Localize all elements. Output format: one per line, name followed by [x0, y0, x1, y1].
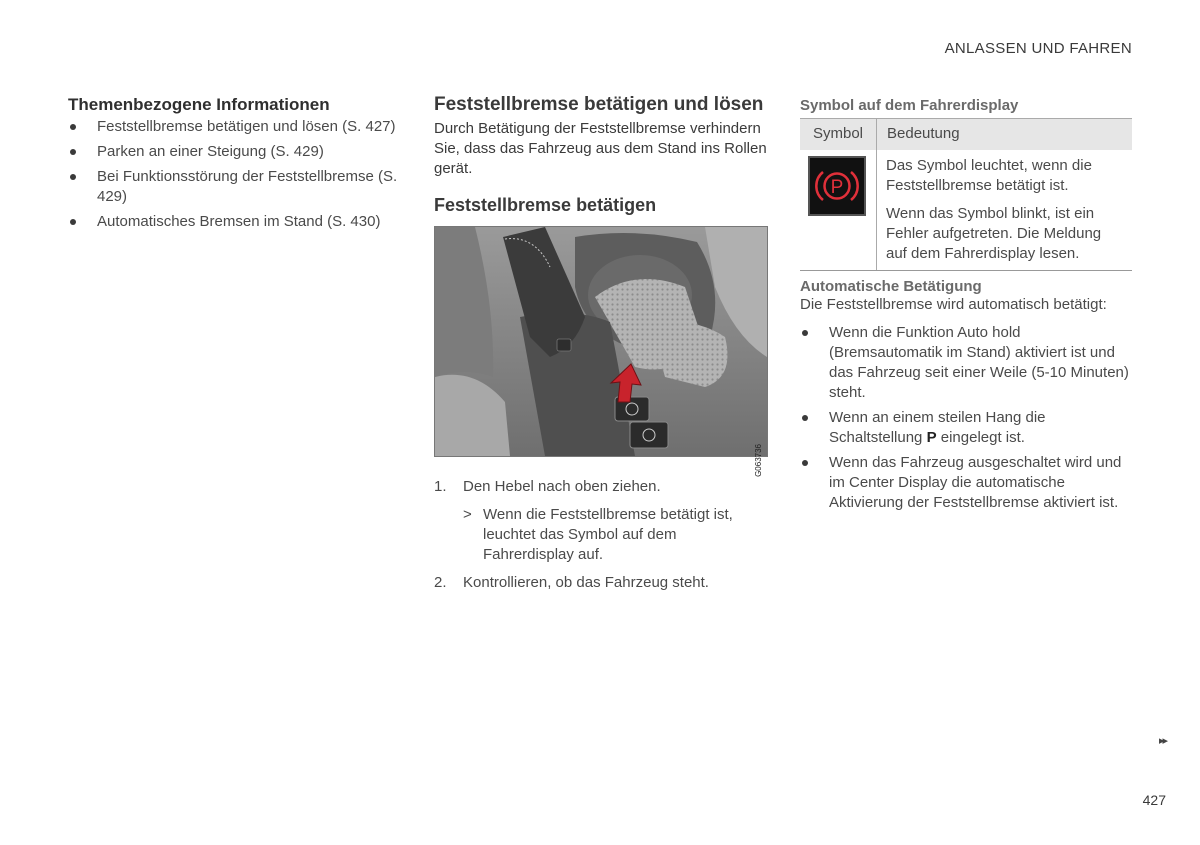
step-item [434, 477, 768, 565]
main-column [434, 95, 768, 593]
table-row [800, 150, 1132, 271]
section-header: ANLASSEN UND FAHREN [944, 40, 1132, 57]
related-link[interactable]: Feststellbremse betätigen und lösen (S. 427) [68, 117, 398, 137]
automatic-title: Automatische Betätigung [800, 278, 982, 295]
symbol-column [800, 97, 1132, 518]
automatic-item [800, 408, 1132, 448]
result-text: Wenn die Feststellbremse betätigt ist, leuchtet das Symbol auf dem Fahrerdisplay auf. [483, 506, 733, 563]
gear-position-p: P [926, 429, 937, 446]
step-item [434, 573, 768, 593]
parking-brake-warning-icon [808, 156, 866, 216]
col-header-symbol: Symbol [800, 119, 877, 151]
image-code: G063736 [754, 444, 763, 477]
automatic-list [800, 323, 1132, 513]
col-header-meaning: Bedeutung [877, 119, 1133, 151]
related-info-list [68, 117, 398, 232]
parking-brake-photo [434, 226, 768, 477]
step-list [434, 477, 768, 593]
main-title: Feststellbremse betätigen und lösen [434, 94, 764, 115]
automatic-intro: Die Feststellbremse wird automatisch betätigt: [800, 296, 1107, 313]
step-number: 1. [434, 478, 447, 495]
meaning-cell [877, 150, 1133, 271]
symbol-table [800, 118, 1132, 271]
related-info-column [68, 95, 398, 237]
center-console-illustration [435, 227, 767, 456]
step-result [463, 505, 768, 565]
meaning-blink: Wenn das Symbol blinkt, ist ein Fehler aufgetreten. Die Meldung auf dem Fahrerdisplay lesen. [886, 205, 1102, 262]
table-header-row [800, 119, 1132, 151]
subsection-title: Feststellbremse betätigen [434, 195, 657, 215]
automatic-item: Wenn das Fahrzeug ausgeschaltet wird und im Center Display die automatische Aktivierung der Feststellbremse aktiviert ist. [800, 453, 1132, 513]
step-text: Den Hebel nach oben ziehen. [463, 478, 661, 495]
meaning-lit: Das Symbol leuchtet, wenn die Feststellbremse betätigt ist. [886, 157, 1092, 194]
continue-icon: ▸▸ [1158, 735, 1166, 747]
icon-letter: P [830, 177, 844, 198]
related-link[interactable]: Automatisches Bremsen im Stand (S. 430) [68, 212, 398, 232]
symbol-table-title: Symbol auf dem Fahrerdisplay [800, 97, 1019, 114]
automatic-item: Wenn die Funktion Auto hold (Bremsautomatik im Stand) aktiviert ist und das Fahrzeug seit einer Weile (5-10 Minuten) steht. [800, 323, 1132, 403]
related-info-title: Themenbezogene Informationen [68, 95, 330, 114]
step-number: 2. [434, 574, 447, 591]
result-marker: > [463, 506, 472, 523]
main-intro: Durch Betätigung der Feststellbremse verhindern Sie, dass das Fahrzeug aus dem Stand ins Rollen gerät. [434, 120, 767, 177]
symbol-cell [800, 150, 877, 271]
step-text: Kontrollieren, ob das Fahrzeug steht. [463, 574, 709, 591]
automatic-item-text: Wenn an einem steilen Hang die Schaltstellung [829, 409, 1046, 446]
page-number: 427 [1142, 792, 1166, 808]
related-link[interactable]: Parken an einer Steigung (S. 429) [68, 142, 398, 162]
automatic-item-text: eingelegt ist. [936, 429, 1025, 446]
related-link[interactable]: Bei Funktionsstörung der Feststellbremse (S. 429) [68, 167, 398, 207]
